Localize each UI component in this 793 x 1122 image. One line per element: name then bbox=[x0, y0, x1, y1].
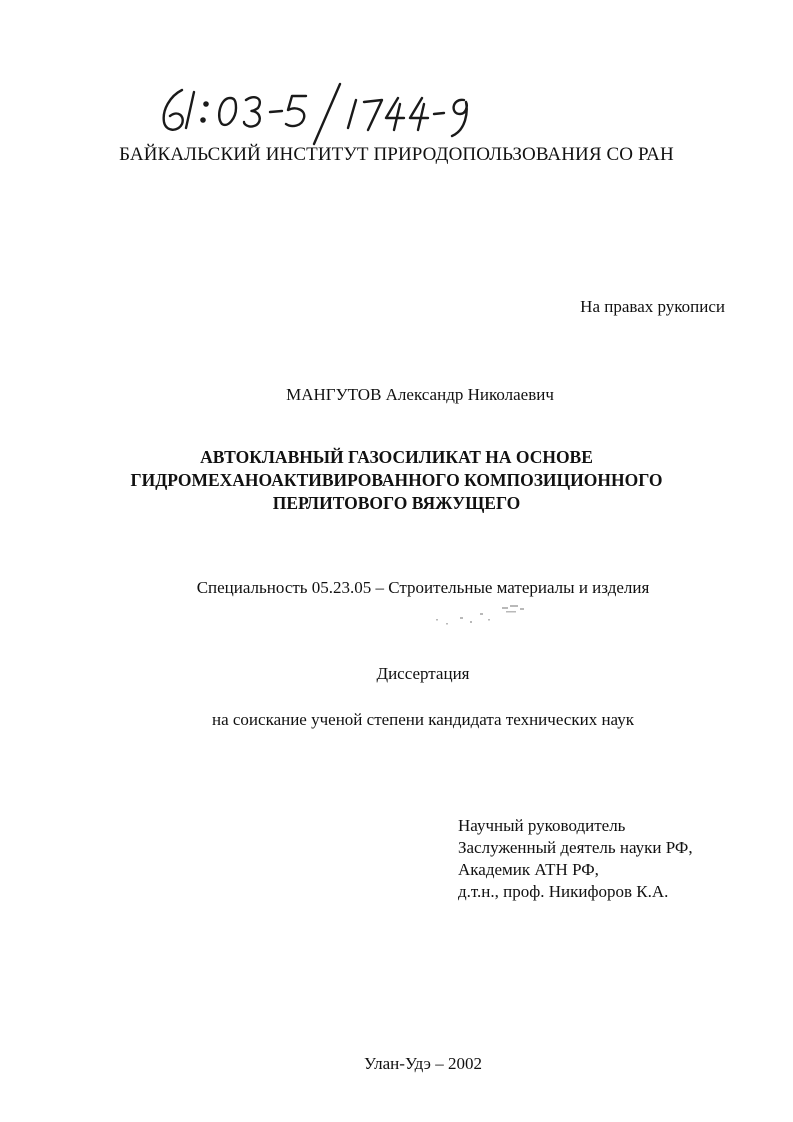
document-type: Диссертация bbox=[376, 664, 470, 683]
smudge-drawing bbox=[432, 601, 532, 631]
degree-line: на соискание ученой степени кандидата технических наук bbox=[211, 710, 634, 729]
handwritten-code-drawing bbox=[150, 78, 510, 148]
supervisor-line: Научный руководитель bbox=[458, 816, 626, 835]
title-line: ГИДРОМЕХАНОАКТИВИРОВАННОГО КОМПОЗИЦИОННОГО bbox=[130, 470, 663, 490]
institute-name: БАЙКАЛЬСКИЙ ИНСТИТУТ ПРИРОДОПОЛЬЗОВАНИЯ СО РАН bbox=[119, 144, 674, 165]
scan-smudge bbox=[432, 601, 532, 631]
title-line: АВТОКЛАВНЫЙ ГАЗОСИЛИКАТ НА ОСНОВЕ bbox=[200, 447, 593, 467]
supervisor-line: Заслуженный деятель науки РФ, bbox=[458, 838, 693, 857]
city-year: Улан-Удэ – 2002 bbox=[364, 1054, 482, 1073]
supervisor-line: д.т.н., проф. Никифоров К.А. bbox=[458, 882, 669, 901]
author-name: МАНГУТОВ Александр Николаевич bbox=[286, 385, 554, 404]
rights-note: На правах рукописи bbox=[580, 297, 725, 316]
dissertation-title bbox=[0, 446, 793, 515]
handwritten-archive-code bbox=[150, 78, 510, 148]
supervisor-line: Академик АТН РФ, bbox=[458, 860, 599, 879]
title-line: ПЕРЛИТОВОГО ВЯЖУЩЕГО bbox=[272, 493, 521, 513]
supervisor-block bbox=[458, 815, 693, 903]
specialty-line: Специальность 05.23.05 – Строительные материалы и изделия bbox=[196, 578, 650, 597]
